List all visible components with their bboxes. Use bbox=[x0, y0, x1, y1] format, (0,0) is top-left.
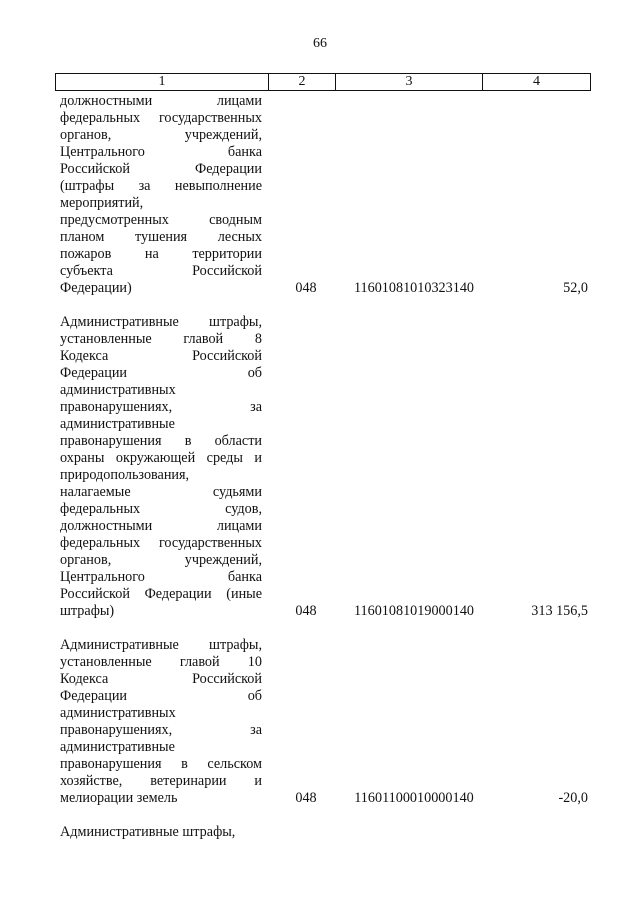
description-word: главой bbox=[179, 654, 220, 670]
description-word: правонарушения bbox=[60, 756, 162, 772]
description-line: природопользования, bbox=[60, 467, 190, 483]
description-word: должностными bbox=[60, 518, 153, 534]
description-line: административные bbox=[60, 739, 175, 755]
description-line bbox=[60, 773, 262, 790]
description-word: Российской bbox=[192, 348, 262, 364]
admin-code bbox=[262, 824, 342, 841]
description-line bbox=[60, 756, 262, 773]
description-word: пожаров bbox=[60, 246, 112, 262]
description-word: Федерации bbox=[60, 365, 128, 381]
description-line bbox=[60, 484, 262, 501]
description-word: Российской bbox=[60, 161, 130, 177]
description-word: за bbox=[250, 722, 262, 738]
description-word: государственных bbox=[158, 535, 262, 551]
description-line: административных bbox=[60, 382, 176, 398]
description-line bbox=[60, 127, 262, 144]
description-line: мелиорации земель bbox=[60, 790, 178, 806]
row-description bbox=[60, 314, 262, 620]
description-line bbox=[60, 501, 262, 518]
admin-code: 048 bbox=[295, 790, 317, 806]
description-word: налагаемые bbox=[60, 484, 131, 500]
table-row bbox=[60, 824, 590, 841]
description-line bbox=[60, 93, 262, 110]
description-word: в bbox=[181, 756, 188, 772]
table-row bbox=[60, 637, 590, 807]
description-word: органов, bbox=[60, 127, 112, 143]
description-word: Российской bbox=[192, 671, 262, 687]
description-line: административных bbox=[60, 705, 176, 721]
description-word: об bbox=[247, 365, 262, 381]
description-word: Кодекса bbox=[60, 348, 109, 364]
description-word: сводным bbox=[209, 212, 262, 228]
description-word: 8 bbox=[254, 331, 262, 347]
description-line bbox=[60, 654, 262, 671]
description-word: лицами bbox=[216, 93, 262, 109]
description-word: должностными bbox=[60, 93, 153, 109]
header-col-1: 1 bbox=[56, 74, 269, 90]
description-line bbox=[60, 331, 262, 348]
description-word: и bbox=[254, 773, 262, 789]
budget-classification-code: 11601081019000140 bbox=[353, 603, 475, 619]
description-line bbox=[60, 365, 262, 382]
description-line bbox=[60, 552, 262, 569]
description-line bbox=[60, 229, 262, 246]
description-line bbox=[60, 535, 262, 552]
description-line bbox=[60, 586, 262, 603]
description-word: на bbox=[144, 246, 159, 262]
description-line bbox=[60, 212, 262, 229]
description-word: органов, bbox=[60, 552, 112, 568]
description-word: (штрафы bbox=[60, 178, 115, 194]
description-word: учреждений, bbox=[184, 552, 262, 568]
amount: 313 156,5 bbox=[531, 603, 588, 619]
description-word: федеральных bbox=[60, 501, 141, 517]
description-word: об bbox=[247, 688, 262, 704]
row-description bbox=[60, 637, 262, 807]
description-word: предусмотренных bbox=[60, 212, 169, 228]
description-word: Федерации bbox=[144, 586, 212, 602]
description-line bbox=[60, 688, 262, 705]
table-row bbox=[60, 93, 590, 297]
amount bbox=[486, 824, 590, 841]
description-word: учреждений, bbox=[184, 127, 262, 143]
description-line: Федерации) bbox=[60, 280, 132, 296]
description-line: Административные штрафы, bbox=[60, 824, 236, 840]
description-word: судьями bbox=[212, 484, 262, 500]
page-number: 66 bbox=[313, 36, 327, 51]
description-word: Центрального bbox=[60, 144, 145, 160]
description-word: установленные bbox=[60, 654, 152, 670]
description-word: сельском bbox=[207, 756, 262, 772]
header-col-2: 2 bbox=[269, 74, 336, 90]
description-word: лицами bbox=[216, 518, 262, 534]
description-word: установленные bbox=[60, 331, 152, 347]
description-line bbox=[60, 246, 262, 263]
description-word: за bbox=[250, 399, 262, 415]
row-description bbox=[60, 824, 262, 841]
description-line bbox=[60, 671, 262, 688]
budget-classification-code: 11601100010000140 bbox=[354, 790, 474, 806]
description-line bbox=[60, 110, 262, 127]
description-word: Центрального bbox=[60, 569, 145, 585]
description-line: мероприятий, bbox=[60, 195, 144, 211]
description-word: тушения bbox=[135, 229, 188, 245]
description-word: планом bbox=[60, 229, 105, 245]
budget-classification-code: 11601081010323140 bbox=[353, 280, 475, 296]
description-word: Федерации bbox=[60, 688, 128, 704]
description-word: правонарушениях, bbox=[60, 399, 173, 415]
description-word: 10 bbox=[247, 654, 262, 670]
description-line bbox=[60, 348, 262, 365]
description-word: Федерации bbox=[194, 161, 262, 177]
description-word: банка bbox=[227, 569, 262, 585]
description-word: Административные bbox=[60, 314, 179, 330]
amount: 52,0 bbox=[563, 280, 588, 296]
description-line bbox=[60, 637, 262, 654]
description-word: штрафы, bbox=[209, 314, 262, 330]
description-line bbox=[60, 263, 262, 280]
description-line: административные bbox=[60, 416, 175, 432]
description-word: окружающей bbox=[115, 450, 196, 466]
description-word: судов, bbox=[225, 501, 262, 517]
description-line bbox=[60, 433, 262, 450]
table-header bbox=[55, 73, 591, 91]
description-word: хозяйстве, bbox=[60, 773, 123, 789]
description-word: охраны bbox=[60, 450, 105, 466]
description-word: субъекта bbox=[60, 263, 113, 279]
description-line bbox=[60, 399, 262, 416]
description-line bbox=[60, 161, 262, 178]
description-word: Кодекса bbox=[60, 671, 109, 687]
description-word: территории bbox=[192, 246, 262, 262]
budget-classification-code bbox=[342, 824, 486, 841]
description-line bbox=[60, 569, 262, 586]
description-word: (иные bbox=[226, 586, 262, 602]
description-word: среды bbox=[206, 450, 243, 466]
admin-code: 048 bbox=[295, 280, 317, 296]
description-line bbox=[60, 518, 262, 535]
description-word: Российской bbox=[60, 586, 130, 602]
description-word: правонарушения bbox=[60, 433, 162, 449]
description-line bbox=[60, 722, 262, 739]
description-line bbox=[60, 450, 262, 467]
description-word: штрафы, bbox=[209, 637, 262, 653]
description-word: Административные bbox=[60, 637, 179, 653]
description-word: банка bbox=[227, 144, 262, 160]
description-word: федеральных bbox=[60, 110, 141, 126]
description-word: ветеринарии bbox=[150, 773, 227, 789]
description-word: области bbox=[214, 433, 262, 449]
description-word: федеральных bbox=[60, 535, 141, 551]
description-word: и bbox=[254, 450, 262, 466]
description-word: в bbox=[184, 433, 192, 449]
admin-code: 048 bbox=[295, 603, 317, 619]
amount: -20,0 bbox=[558, 790, 588, 806]
header-col-3: 3 bbox=[336, 74, 483, 90]
table-body bbox=[60, 93, 590, 858]
row-description bbox=[60, 93, 262, 297]
description-line: штрафы) bbox=[60, 603, 115, 619]
description-word: за bbox=[138, 178, 151, 194]
table-row bbox=[60, 314, 590, 620]
description-line bbox=[60, 144, 262, 161]
description-word: правонарушениях, bbox=[60, 722, 173, 738]
description-line bbox=[60, 314, 262, 331]
description-word: главой bbox=[183, 331, 224, 347]
description-word: лесных bbox=[217, 229, 262, 245]
description-line bbox=[60, 178, 262, 195]
description-word: государственных bbox=[158, 110, 262, 126]
header-col-4: 4 bbox=[533, 74, 540, 89]
description-word: Российской bbox=[192, 263, 262, 279]
description-word: невыполнение bbox=[174, 178, 262, 194]
